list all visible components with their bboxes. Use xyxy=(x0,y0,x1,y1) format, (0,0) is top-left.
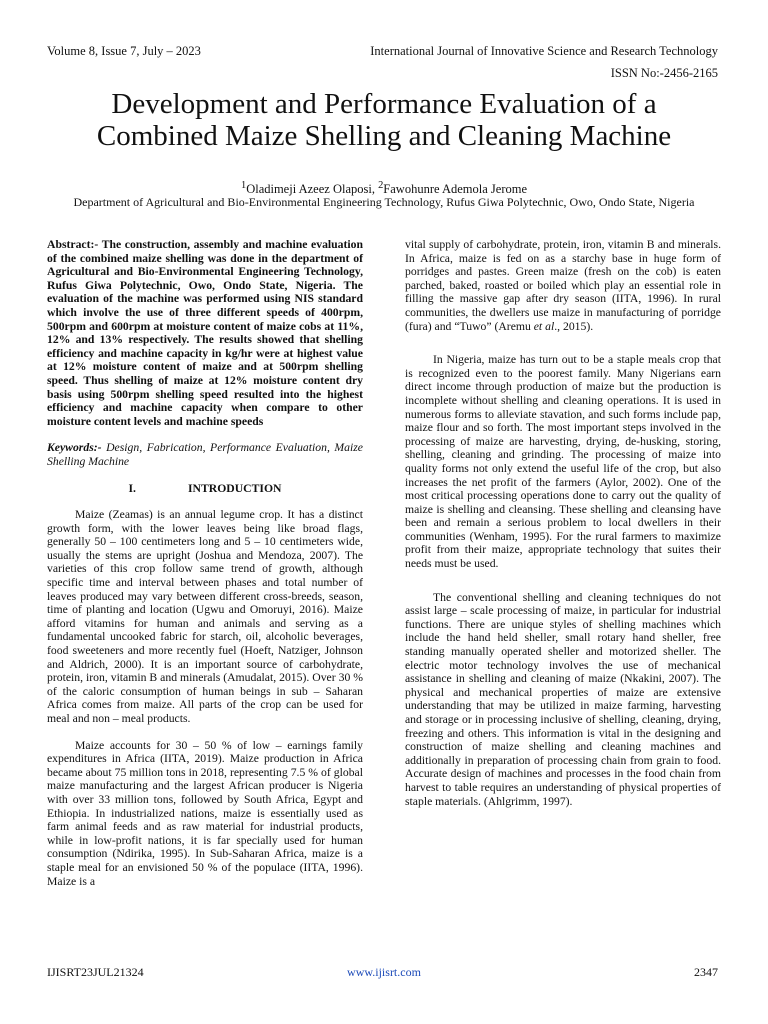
page-number: 2347 xyxy=(694,965,718,979)
title-line-1: Development and Performance Evaluation of a xyxy=(111,88,657,120)
keywords-label: Keywords:- xyxy=(47,441,102,455)
author-1-superscript: 1 xyxy=(240,180,247,191)
abstract: Abstract:- The construction, assembly and machine evaluation of the combined maize shelling was done in the department of Agricultural and Bio-Environmental Engineering Technology, Rufus Giwa Polytechnic, Owo, Ondo State, Nigeria. The evaluation of the machine was performed using NIS standard which involve the use of three different speeds of 400rpm, 500rpm and 600rpm at moisture content of maize cobs at 11%, 12% and 13% respectively. The results showed that shelling efficiency and machine capacity in kg/hr were at highest value at 12% moisture content of maize and at 500rpm shelling speed. Thus shelling of maize at 12% moisture content dry basis using 500rpm shelling speed resulted into the highest efficiency and machine capacity when compare to other moisture content levels and machine speeds xyxy=(47,238,363,428)
section-heading xyxy=(47,482,363,496)
section-title: INTRODUCTION xyxy=(187,481,282,495)
paper-title xyxy=(40,88,728,152)
paragraph-intro-3 xyxy=(405,238,721,333)
section-number: I. xyxy=(128,481,136,495)
author-1: Oladimeji Azeez Olaposi, xyxy=(246,182,379,197)
issn: ISSN No:-2456-2165 xyxy=(610,66,718,80)
volume-issue: Volume 8, Issue 7, July – 2023 xyxy=(47,44,201,58)
paragraph-3-text: vital supply of carbohydrate, protein, iron, vitamin B and minerals. In Africa, maize is fed on as a starchy base in huge form of porridges and pastes. Green maize (fresh on the cob) is eaten parched, baked, roasted or boiled which play an essential role in filling the massive gap after dry season (IITA, 1996). In rural communities, the dwellers use maize in manufacturing of porridge (fura) and “Tuwo” (Aremu xyxy=(405,238,721,333)
left-column xyxy=(47,238,363,888)
paragraph-intro-2: Maize accounts for 30 – 50 % of low – earnings family expenditures in Africa (IITA, 2019). Maize production in Africa became about 75 million tons in 2018, representing 7.5 % of global maize manufacturing and the largest African producer is Nigeria with over 33 million tons, followed by South Africa, Egypt and Ethiopia. In industrialized nations, maize is essentially used as farm animal feeds and as raw material for industrial products, while in low-profit nations, it is far specially used for human consumption (Ndirika, 1995). In Sub-Saharan Africa, maize is a staple meal for an envisioned 50 % of the populace (IITA, 1996). Maize is a xyxy=(47,738,363,888)
affiliation: Department of Agricultural and Bio-Environmental Engineering Technology, Rufus Giwa Polytechnic, Owo, Ondo State, Nigeria xyxy=(73,195,695,209)
paragraph-3-et-al: et al xyxy=(533,319,555,333)
paragraph-intro-5: The conventional shelling and cleaning techniques do not assist large – scale processing of maize, in particular for industrial functions. There are unique styles of shelling machines which include the hand held sheller, small rotary hand sheller, free standing manually operated sheller and motorized sheller. The electric motor technology involves the use of mechanical assistance in shelling and cleaning of maize (Nkakini, 2007). The physical and mechanical properties of maize are extensive understanding that may be utilized in maize farming, harvesting and storage or in processing inclusive of shelling, cleaning, drying, freezing and others. This information is vital in the designing and construction of maize shelling and cleaning machines and additionally in preparation of processing chain from grain to food. Accurate design of machines and processes in the food chain from harvest to table requires an understanding of physical properties of staple materials. (Ahlgrimm, 1997). xyxy=(405,590,721,808)
paragraph-intro-1: Maize (Zeamas) is an annual legume crop. It has a distinct growth form, with the lower leaves being like broad flags, generally 50 – 100 centimeters long and 5 – 10 centimeters wide, usually the stems are upright (Joshua and Mendoza, 2007). The varieties of this crop follow same trend of growth, although specific time and interval between phases and total number of leaves produced may vary between different cross-breeds, season, time of planting and location (Ugwu and Omoruyi, 2016). Maize afford vitamins for human and animals and serving as a fundamental uncooked fabric for starch, oil, alcoholic beverages, food sweeteners and more recently fuel (Hoeft, Natziger, Johnson and Aldrich, 2000). It is an important source of carbohydrate, protein, iron, vitamin B and minerals (Amudalat, 2015). Over 30 % of the caloric consumption of human beings in sub – Saharan Africa comes from maize. All parts of the crop can be used for meal and non – meal products. xyxy=(47,508,363,725)
author-2-superscript: 2 xyxy=(378,180,384,191)
keywords xyxy=(47,441,363,468)
title-line-2: Combined Maize Shelling and Cleaning Machine xyxy=(96,120,672,152)
author-2: Fawohunre Ademola Jerome xyxy=(383,182,528,197)
right-column xyxy=(405,238,721,808)
journal-name: International Journal of Innovative Science and Research Technology xyxy=(370,44,718,58)
paragraph-intro-4: In Nigeria, maize has turn out to be a staple meals crop that is recognized even to the poorest family. Many Nigerians earn direct income through production of maize but the production is incomplete without shelling and cleaning operations. It is used in numerous forms to alleviate stavation, and such forms include pap, maize flour and so forth. The most important steps involved in the processing of maize are harvesting, drying, de-husking, storing, shelling, cleaning and grinding. The processing of maize into quality forms not only extend the useful life of the crop, but also increases the net profit of the farmers (Aylor, 2002). One of the most critical processing operations done to carry out the quality of maize is shelling and cleansing. These shelling and cleansing have been and remain a serious problem to local dwellers in their communities (Wenham, 1995). For the rural farmers to maximize profit from their maize, appropriate technology that suites their needs must be used. xyxy=(405,353,721,571)
paragraph-3-end: ., 2015). xyxy=(554,319,594,333)
keywords-text: Design, Fabrication, Performance Evaluation, Maize Shelling Machine xyxy=(47,441,363,468)
paper-id: IJISRT23JUL21324 xyxy=(47,965,144,979)
website-link[interactable]: www.ijisrt.com xyxy=(347,965,421,979)
